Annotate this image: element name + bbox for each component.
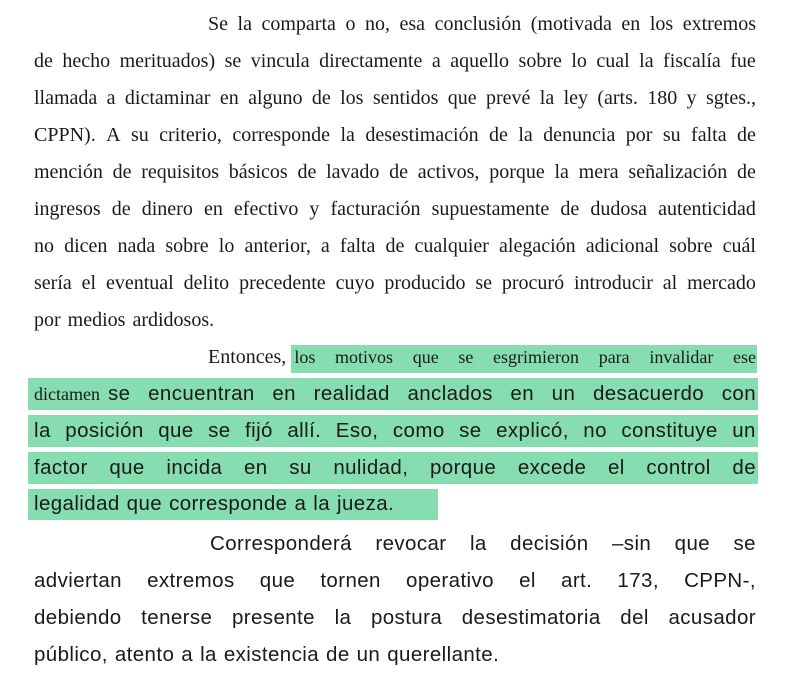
word: ardidosos. (132, 309, 215, 331)
word: la (34, 419, 51, 442)
word: se (459, 419, 482, 442)
word: conclusión (434, 13, 522, 35)
word: mercado (687, 272, 756, 294)
word: porque (489, 161, 545, 183)
text-line (34, 307, 756, 333)
word: desestimación (365, 124, 479, 146)
word: requisitos (141, 161, 220, 183)
word: su (662, 124, 681, 146)
word: fiscalía (663, 50, 721, 72)
word: el (608, 456, 625, 479)
lead-word: Entonces, (208, 346, 287, 368)
word: desestimatoria (461, 606, 601, 629)
word: (motivada (530, 13, 612, 35)
word: CPPN-, (684, 569, 756, 592)
word: de (732, 456, 756, 479)
word: sobre (518, 50, 562, 72)
word: falta (339, 235, 376, 257)
word: art. (561, 569, 593, 592)
word: de (736, 124, 756, 146)
word: Eso, (335, 419, 379, 442)
word: presente (231, 606, 315, 629)
word: los (294, 347, 316, 367)
word: tornen (320, 569, 381, 592)
word: operativo (406, 569, 494, 592)
text-line (34, 603, 756, 633)
word: precedente (239, 272, 326, 294)
word: la (237, 13, 252, 35)
word: merituados) (119, 50, 216, 72)
word: que (447, 87, 477, 109)
word: de (326, 643, 350, 666)
word: el (519, 569, 536, 592)
word: no (34, 235, 54, 257)
word: revocar (375, 532, 447, 555)
word: dicen (64, 235, 108, 257)
word: en (621, 13, 641, 35)
word: de (112, 161, 132, 183)
word: adicional (585, 235, 660, 257)
word: Corresponderá (210, 532, 352, 555)
word: criterio, (159, 124, 222, 146)
word: por (34, 309, 61, 331)
word: ese (733, 347, 756, 367)
word: a (320, 235, 330, 257)
text-line (34, 233, 756, 259)
word: la (334, 606, 352, 629)
word: tenerse (141, 606, 213, 629)
word: mera (578, 161, 619, 183)
word: nada (117, 235, 156, 257)
text-line (208, 11, 756, 37)
word: eventual (105, 272, 174, 294)
word: la (469, 532, 487, 555)
text-line (34, 416, 756, 446)
word: porque (429, 456, 497, 479)
word: y (309, 198, 320, 220)
word: prevé (485, 87, 531, 109)
word: que (158, 419, 194, 442)
word: adviertan (34, 569, 122, 592)
word: Se (208, 13, 228, 35)
text-line (34, 48, 756, 74)
word: atento (114, 643, 175, 666)
word: la (539, 87, 555, 109)
word: invalidar (649, 347, 714, 367)
word: que (412, 347, 439, 367)
word: ley (563, 87, 588, 109)
word: para (598, 347, 630, 367)
word: medios (67, 309, 126, 331)
word: un (356, 643, 381, 666)
word: factor (34, 456, 88, 479)
word: directamente (319, 50, 423, 72)
word: excede (517, 456, 587, 479)
text-line (34, 566, 756, 596)
word: control (646, 456, 711, 479)
word: querellante. (387, 643, 500, 666)
text-line (34, 85, 756, 111)
highlighted-text: dictamen (34, 384, 100, 404)
word: que (674, 532, 711, 555)
word: en (243, 456, 268, 479)
word: alegación (499, 235, 576, 257)
word: esgrimieron (493, 347, 580, 367)
word: lo (218, 235, 235, 257)
word: jueza. (337, 492, 395, 515)
word: A (106, 124, 121, 146)
word: la (340, 124, 355, 146)
word: efectivo (233, 198, 299, 220)
word: de (737, 161, 756, 183)
word: como (392, 419, 445, 442)
word: delito (183, 272, 230, 294)
word: dudosa (590, 198, 648, 220)
word: autenticidad (658, 198, 756, 220)
word: que (126, 492, 163, 515)
word: dinero (141, 198, 193, 220)
word: incida (166, 456, 223, 479)
word: o (345, 13, 356, 35)
word: ingresos (34, 198, 101, 220)
text-line (34, 196, 756, 222)
word: se (475, 272, 492, 294)
word: la (313, 492, 331, 515)
word: explicó, (496, 419, 569, 442)
word: vincula (250, 50, 310, 72)
text-line (34, 489, 756, 519)
word: esa (399, 13, 426, 35)
word: se (733, 532, 756, 555)
word: no, (364, 13, 390, 35)
word: se (224, 50, 242, 72)
word: postura (370, 606, 443, 629)
word: los (340, 87, 364, 109)
word: sgtes., (705, 87, 756, 109)
word: procuró (501, 272, 565, 294)
word: público, (34, 643, 108, 666)
word: señalización (628, 161, 728, 183)
word: de (489, 124, 508, 146)
word: nulidad, (333, 456, 409, 479)
word: al (662, 272, 678, 294)
word: de (560, 198, 580, 220)
word: extremos (147, 569, 235, 592)
word: de (311, 87, 331, 109)
word: decisión (510, 532, 589, 555)
word: el (81, 272, 97, 294)
text-line (34, 270, 756, 296)
word: lo (571, 50, 587, 72)
word: a (106, 87, 116, 109)
word: la (639, 50, 654, 72)
word: la (200, 643, 217, 666)
word: fijó (245, 419, 273, 442)
word: falta (691, 124, 727, 146)
word: –sin (612, 532, 652, 555)
word: cualquier (414, 235, 489, 257)
word: introducir (573, 272, 653, 294)
word: de (297, 161, 317, 183)
word: fue (730, 50, 756, 72)
word: a (431, 50, 441, 72)
word: que (109, 456, 145, 479)
word: alguno (248, 87, 303, 109)
word: allí. (287, 419, 322, 442)
word: básicos (228, 161, 288, 183)
word: de (34, 50, 53, 72)
word: (arts. (597, 87, 638, 109)
word: acusador (668, 606, 756, 629)
word: que (259, 569, 296, 592)
word: 173, (617, 569, 659, 592)
word: debiendo (34, 606, 122, 629)
word: motivos (335, 347, 394, 367)
word: se (458, 347, 474, 367)
text-line (34, 453, 756, 483)
word: llamada (34, 87, 98, 109)
word: la (518, 124, 533, 146)
word: CPPN). (34, 124, 96, 146)
word: corresponde (232, 124, 331, 146)
word: anterior, (244, 235, 311, 257)
text-line (34, 122, 756, 148)
word: cual (596, 50, 630, 72)
text-line (34, 379, 756, 409)
text-line (34, 159, 756, 185)
text-line (208, 344, 756, 370)
text-line (210, 529, 756, 559)
word: producido (384, 272, 466, 294)
word: dictaminar (124, 87, 211, 109)
word: en (203, 198, 223, 220)
word: denuncia (543, 124, 616, 146)
word: posición (65, 419, 144, 442)
word: aquello (450, 50, 510, 72)
word: existencia (223, 643, 320, 666)
word: facturación (330, 198, 421, 220)
word: cuál (722, 235, 756, 257)
word: por (625, 124, 653, 146)
word: sobre (669, 235, 713, 257)
word: un (732, 419, 756, 442)
word: sería (34, 272, 72, 294)
word: 180 (647, 87, 678, 109)
word: corresponde (169, 492, 288, 515)
text-line (34, 640, 756, 670)
word: mención (34, 161, 103, 183)
word: a (181, 643, 194, 666)
word: sentidos (372, 87, 439, 109)
word: constituye (621, 419, 718, 442)
word: se (208, 419, 231, 442)
word: en (219, 87, 239, 109)
highlighted-text: se encuentran en realidad anclados en un desacuerdo con (107, 382, 756, 405)
word: su (289, 456, 312, 479)
word: no (583, 419, 607, 442)
word: lavado (326, 161, 380, 183)
word: activos, (417, 161, 480, 183)
word: a (294, 492, 307, 515)
word: legalidad (34, 492, 120, 515)
word: hecho (62, 50, 111, 72)
word: y (686, 87, 697, 109)
word: cuyo (335, 272, 375, 294)
word: supuestamente (431, 198, 550, 220)
word: de (111, 198, 131, 220)
word: del (620, 606, 649, 629)
word: de (385, 235, 405, 257)
highlighted-text (294, 344, 756, 370)
word: los (649, 13, 674, 35)
word: sobre (165, 235, 209, 257)
word: de (389, 161, 409, 183)
word: su (130, 124, 149, 146)
word: comparta (261, 13, 336, 35)
word: extremos (682, 13, 756, 35)
word: la (554, 161, 569, 183)
